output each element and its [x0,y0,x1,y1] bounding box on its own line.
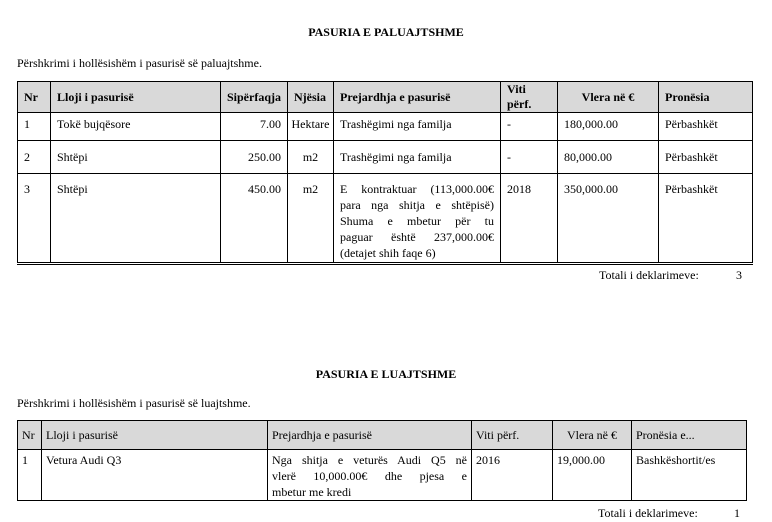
table-row [18,450,747,501]
cell-value: 180,000.00 [558,113,659,141]
cell-origin: Trashëgimi nga familja [334,113,501,141]
immovable-description: Përshkrimi i hollësishëm i pasurisë së paluajtshme. [17,56,262,70]
header-nr: Nr [18,82,51,113]
cell-origin [268,450,472,501]
cell-ownership: Përbashkët [659,141,753,174]
cell-ownership: Përbashkët [659,113,753,141]
origin-line: para nga shitja e shtëpisë) [340,198,494,212]
cell-unit: Hektare [288,113,334,141]
header-ownership: Pronësia e... [632,421,747,450]
cell-year: 2018 [501,174,558,264]
table-header-row [18,82,753,113]
table-row [18,141,753,174]
cell-area: 250.00 [221,141,288,174]
immovable-section-title: PASURIA E PALUAJTSHME [308,25,464,39]
cell-unit: m2 [288,174,334,264]
header-type: Lloji i pasurisë [51,82,221,113]
origin-line: Shuma e mbetur për tu [340,214,494,228]
header-nr: Nr [18,421,42,450]
cell-area: 450.00 [221,174,288,264]
cell-nr: 1 [18,450,42,501]
cell-year: - [501,113,558,141]
origin-line: paguar është 237,000.00€ [340,230,494,244]
cell-type: Vetura Audi Q3 [42,450,268,501]
origin-line: vlerë 10,000.00€ dhe pjesa e [272,469,467,483]
cell-ownership: Përbashkët [659,174,753,264]
movable-section-title: PASURIA E LUAJTSHME [315,367,457,381]
immovable-total-label: Totali i deklarimeve: [599,268,699,282]
cell-origin: Trashëgimi nga familja [334,141,501,174]
cell-value: 80,000.00 [558,141,659,174]
cell-area: 7.00 [221,113,288,141]
cell-value: 19,000.00 [553,450,632,501]
origin-line: Nga shitja e veturës Audi Q5 në [272,453,467,467]
cell-nr: 3 [18,174,51,264]
immovable-total-value: 3 [736,268,742,282]
cell-type: Tokë bujqësore [51,113,221,141]
origin-line: E kontraktuar (113,000.00€ [340,182,494,196]
movable-total-value: 1 [734,506,740,520]
movable-description: Përshkrimi i hollësishëm i pasurisë së luajtshme. [17,396,251,410]
table-header-row [18,421,747,450]
cell-type: Shtëpi [51,174,221,264]
header-ownership: Pronësia [659,82,753,113]
cell-type: Shtëpi [51,141,221,174]
movable-total-label: Totali i deklarimeve: [598,506,698,520]
cell-value: 350,000.00 [558,174,659,264]
table-row [18,113,753,141]
origin-line: (detajet shih faqe 6) [340,246,436,260]
cell-nr: 2 [18,141,51,174]
cell-year: 2016 [472,450,553,501]
header-area: Sipërfaqja [221,82,288,113]
header-unit: Njësia [288,82,334,113]
cell-nr: 1 [18,113,51,141]
header-year: Viti përf. [472,421,553,450]
origin-line: mbetur me kredi [272,485,352,499]
header-type: Lloji i pasurisë [42,421,268,450]
cell-origin [334,174,501,264]
header-origin: Prejardhja e pasurisë [334,82,501,113]
cell-ownership: Bashkëshortit/es [632,450,747,501]
header-year: Viti përf. [501,82,558,113]
table-row [18,174,753,264]
header-value: Vlera në € [553,421,632,450]
header-value: Vlera në € [558,82,659,113]
immovable-table [17,81,753,265]
cell-year: - [501,141,558,174]
movable-table [17,420,747,501]
cell-unit: m2 [288,141,334,174]
header-origin: Prejardhja e pasurisë [268,421,472,450]
